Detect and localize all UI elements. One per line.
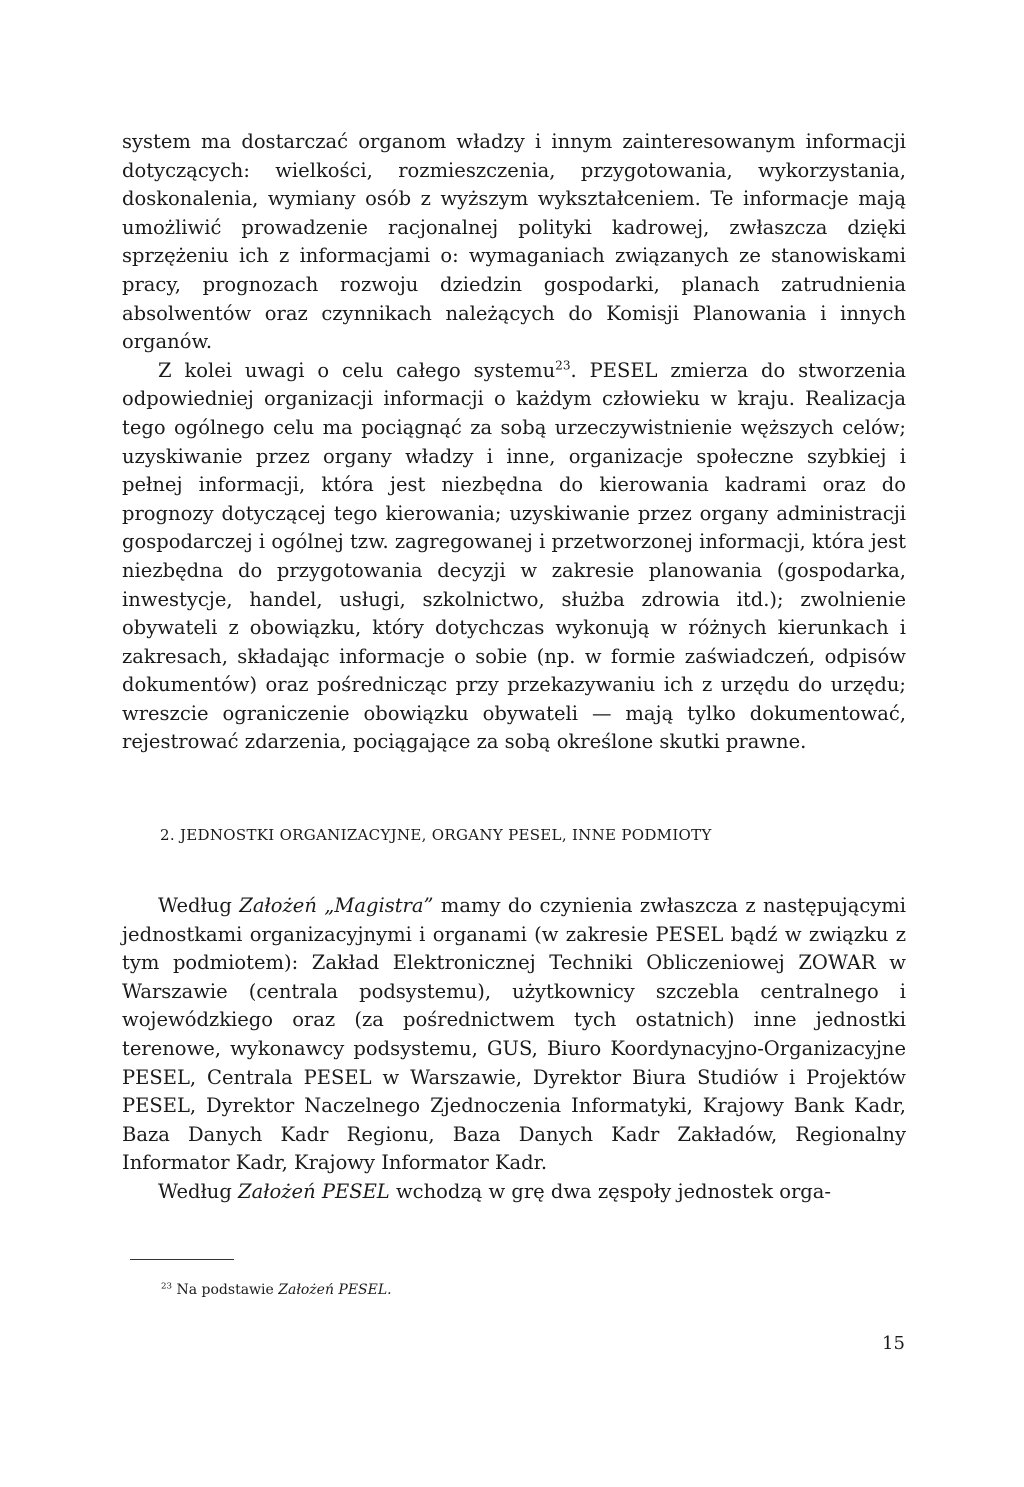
footnote-title: Założeń PESEL.: [278, 1282, 392, 1298]
paragraph-1: system ma dostarczać organom władzy i innym zainteresowanym informacji dotyczących: wielkości, rozmieszczenia, przygotowania, wykorzystania, doskonalenia, wymiany osób z wyższym wykształceniem. Te informacje mają umożliwić prowadzenie racjonalnej polityki kadrowej, zwłaszcza dzięki sprzężeniu ich z informacjami o: wymaganiach związanych ze stanowiskami pracy, prognozach rozwoju dziedzin gospodarki, planach zatrudnienia absolwentów oraz czynnikach należących do Komisji Planowania i innych organów.: [122, 130, 906, 354]
footnote-number: 23: [161, 1281, 173, 1292]
paragraph-2: [122, 357, 906, 757]
paragraph-2-rest: . PESEL zmierza do stworzenia odpowiedniej organizacji informacji o każdym człowieku w kraju. Realizacja tego ogólnego celu ma pociągnąć za sobą urzeczywistnienie węższych celów; uzyskiwanie przez organy władzy i inne, organizacje społeczne szybkiej i pełnej informacji, która jest niezbędna do kierowania kadrami oraz do prognozy dotyczącej tego kierowania; uzyskiwanie przez organy administracji gospodarczej i ogólnej tzw. zagregowanej i przetworzonej informacji, która jest niezbędna do przygotowania decyzji w zakresie planowania (gospodarka, inwestycje, handel, usługi, szkolnictwo, służba zdrowia itd.); zwolnienie obywateli z obowiązku, który dotychczas wykonują w różnych kierunkach i zakresach, składając informacje o sobie (np. w formie zaświadczeń, odpisów dokumentów) oraz pośrednicząc przy przekazywaniu ich z urzędu do urzędu; wreszcie ograniczenie obowiązku obywateli — mają tylko dokumentować, rejestrować zdarzenia, pociągające za sobą określone skutki prawne.: [122, 358, 906, 754]
footnote: [161, 1281, 392, 1299]
footnote-text: Na podstawie: [172, 1282, 279, 1298]
upper-text-block: [122, 128, 906, 757]
paragraph-2-start: Z kolei uwagi o celu całego systemu: [158, 358, 556, 382]
footnote-divider: [130, 1259, 234, 1260]
paragraph-3: [122, 892, 906, 1178]
paragraph-3-title: Założeń „Magistra”: [239, 894, 434, 917]
paragraph-3-rest: mamy do czynienia zwłaszcza z następującymi jednostkami organizacyjnymi i organami (w zakresie PESEL bądź w związku z tym podmiotem): Zakład Elektronicznej Techniki Obliczeniowej ZOWAR w Warszawie (centrala podsystemu), użytkownicy szczebla centralnego i wojewódzkiego oraz (za pośrednictwem tych ostatnich) inne jednostki terenowe, wykonawcy podsystemu, GUS, Biuro Koordynacyjno-Organizacyjne PESEL, Centrala PESEL w Warszawie, Dyrektor Biura Studiów i Projektów PESEL, Dyrektor Naczelnego Zjednoczenia Informatyki, Krajowy Bank Kadr, Baza Danych Kadr Regionu, Baza Danych Kadr Zakładów, Regionalny Informator Kadr, Krajowy Informator Kadr.: [122, 894, 906, 1175]
paragraph-4-rest: wchodzą w grę dwa zęspoły jednostek orga-: [389, 1179, 831, 1203]
paragraph-4-title: Założeń PESEL: [238, 1179, 390, 1203]
lower-text-block: [122, 892, 906, 1207]
paragraph-3-start: Według: [158, 894, 240, 917]
page-number: 15: [882, 1333, 905, 1354]
section-heading: 2. JEDNOSTKI ORGANIZACYJNE, ORGANY PESEL, INNE PODMIOTY: [160, 826, 712, 844]
footnote-reference: 23: [555, 358, 571, 373]
paragraph-4-start: Według: [158, 1179, 239, 1203]
paragraph-4: [122, 1178, 906, 1207]
